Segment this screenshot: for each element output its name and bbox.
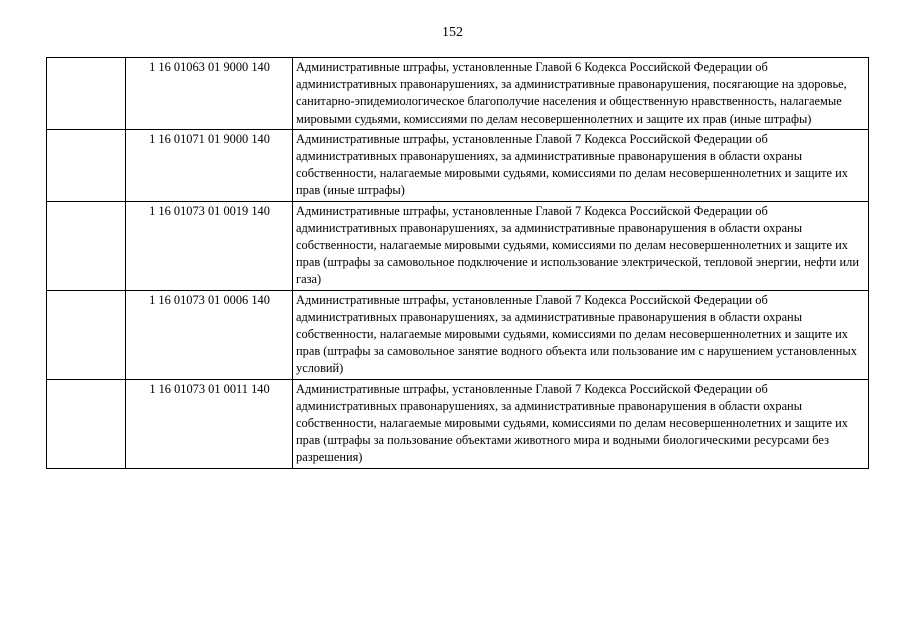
budget-code-cell: 1 16 01071 01 9000 140 xyxy=(126,129,293,201)
description-cell: Административные штрафы, установленные Главой 6 Кодекса Российской Федерации об административных правонарушениях, за административные правонарушения, посягающие на здоровье, санитарно-эпидемиологическое благополучие населения и общественную нравственность, налагаемые мировыми судьями, комиссиями по делам несовершеннолетних и защите их прав (иные штрафы) xyxy=(293,58,869,130)
admin-code-cell xyxy=(47,58,126,130)
budget-code-cell: 1 16 01073 01 0006 140 xyxy=(126,290,293,379)
table-row xyxy=(47,201,869,290)
table-row xyxy=(47,379,869,468)
budget-codes-table xyxy=(46,57,869,469)
page-number: 152 xyxy=(442,25,463,40)
budget-code-cell: 1 16 01073 01 0011 140 xyxy=(126,379,293,468)
table-row xyxy=(47,290,869,379)
description-cell: Административные штрафы, установленные Главой 7 Кодекса Российской Федерации об административных правонарушениях, за административные правонарушения в области охраны собственности, налагаемые мировыми судьями, комиссиями по делам несовершеннолетних и защите их прав (штрафы за пользование объектами животного мира и водными биологическими ресурсами без разрешения) xyxy=(293,379,869,468)
admin-code-cell xyxy=(47,379,126,468)
budget-code-cell: 1 16 01073 01 0019 140 xyxy=(126,201,293,290)
description-cell: Административные штрафы, установленные Главой 7 Кодекса Российской Федерации об административных правонарушениях, за административные правонарушения в области охраны собственности, налагаемые мировыми судьями, комиссиями по делам несовершеннолетних и защите их прав (иные штрафы) xyxy=(293,129,869,201)
admin-code-cell xyxy=(47,290,126,379)
table-row xyxy=(47,129,869,201)
description-cell: Административные штрафы, установленные Главой 7 Кодекса Российской Федерации об административных правонарушениях, за административные правонарушения в области охраны собственности, налагаемые мировыми судьями, комиссиями по делам несовершеннолетних и защите их прав (штрафы за самовольное занятие водного объекта или пользование им с нарушением установленных условий) xyxy=(293,290,869,379)
description-cell: Административные штрафы, установленные Главой 7 Кодекса Российской Федерации об административных правонарушениях, за административные правонарушения в области охраны собственности, налагаемые мировыми судьями, комиссиями по делам несовершеннолетних и защите их прав (штрафы за самовольное подключение и использование электрической, тепловой энергии, нефти или газа) xyxy=(293,201,869,290)
table-row xyxy=(47,58,869,130)
budget-code-cell: 1 16 01063 01 9000 140 xyxy=(126,58,293,130)
admin-code-cell xyxy=(47,201,126,290)
admin-code-cell xyxy=(47,129,126,201)
